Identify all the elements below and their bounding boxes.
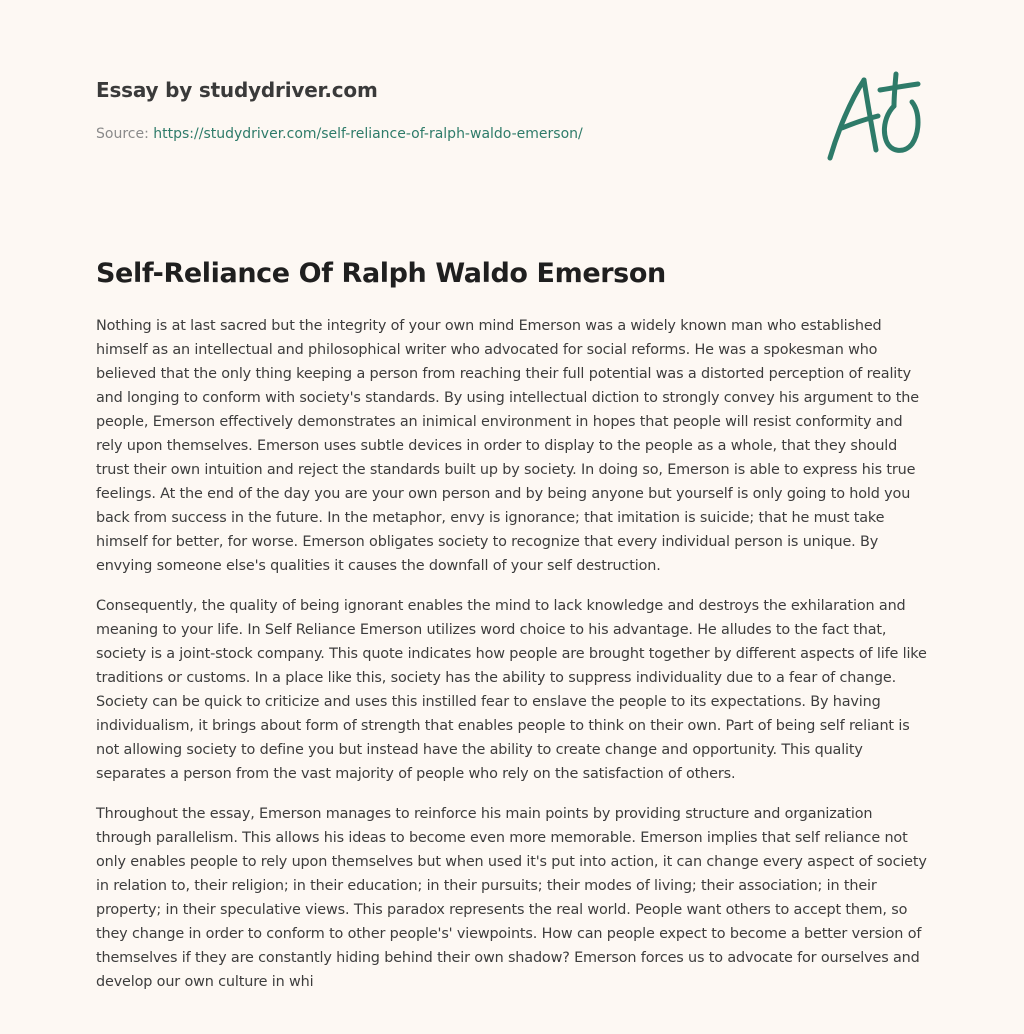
essay-paragraph: Consequently, the quality of being ignorant enables the mind to lack knowledge and destroys the exhilaration and meaning to your life. In Self Reliance Emerson utilizes word choice to his advantage. He alludes to the fact that, society is a joint-stock company. This quote indicates how people are brought together by different aspects of life like traditions or customs. In a place like this, society has the ability to suppress individuality due to a fear of change. Society can be quick to criticize and uses this instilled fear to enslave the people to its expectations. By having individualism, it brings about form of strength that enables people to think on their own. Part of being self reliant is not allowing society to define you but instead have the ability to create change and opportunity. This quality separates a person from the vast majority of people who rely on the satisfaction of others.	[96, 598, 927, 782]
source-label: Source:	[96, 126, 154, 142]
a-plus-logo-icon	[820, 66, 930, 166]
essay-paragraph: Nothing is at last sacred but the integrity of your own mind Emerson was a widely known man who established himself as an intellectual and philosophical writer who advocated for social reforms. He was a spokesman who believed that the only thing keeping a person from reaching their full potential was a distorted perception of reality and longing to conform with society's standards. By using intellectual diction to strongly convey his argument to the people, Emerson effectively demonstrates an inimical environment in hopes that people will resist conformity and rely upon themselves. Emerson uses subtle devices in order to display to the people as a whole, that they should trust their own intuition and reject the standards built up by society. In doing so, Emerson is able to express his true feelings. At the end of the day you are your own person and by being anyone but yourself is only going to hold you back from success in the future. In the metaphor, envy is ignorance; that imitation is suicide; that he must take himself for better, for worse. Emerson obligates society to recognize that every individual person is unique. By envying someone else's qualities it causes the downfall of your self destruction.	[96, 318, 919, 574]
essay-paragraph: Throughout the essay, Emerson manages to reinforce his main points by providing structure and organization through parallelism. This allows his ideas to become even more memorable. Emerson implies that self reliance not only enables people to rely upon themselves but when used it's put into action, it can change every aspect of society in relation to, their religion; in their education; in their pursuits; their modes of living; their association; in their property; in their speculative views. This paradox represents the real world. People want others to accept them, so they change in order to conform to other people's' viewpoints. How can people expect to become a better version of themselves if they are constantly hiding behind their own shadow? Emerson forces us to advocate for ourselves and develop our own culture in whi	[96, 806, 927, 990]
brand-title: Essay by studydriver.com	[96, 78, 378, 102]
source-line	[96, 124, 736, 144]
source-link[interactable]: https://studydriver.com/self-reliance-of-ralph-waldo-emerson/	[153, 126, 583, 142]
essay-title: Self-Reliance Of Ralph Waldo Emerson	[96, 258, 666, 289]
essay-body	[96, 314, 932, 1010]
essay-header	[96, 76, 736, 144]
